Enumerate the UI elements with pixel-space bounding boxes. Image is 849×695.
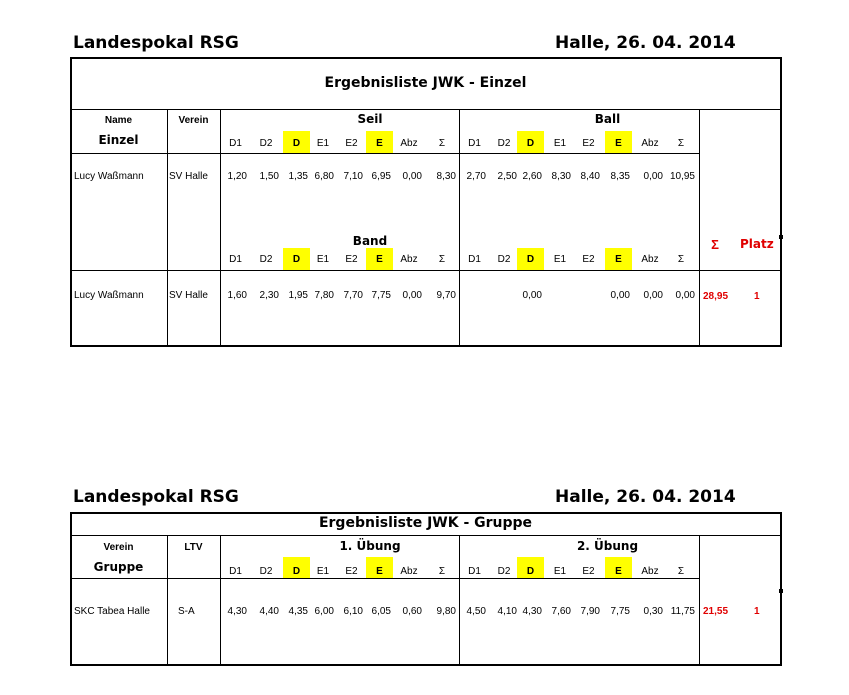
seil-header-3: E1	[316, 138, 330, 149]
exercise-1: 1. Übung	[339, 539, 401, 553]
ex2-value-6: 0,30	[643, 606, 663, 617]
ex2-header-5: E	[615, 566, 622, 577]
ball-value-2: 2,60	[522, 171, 542, 182]
seil-value-4: 7,10	[343, 171, 363, 182]
ball-header-6: Abz	[641, 138, 659, 149]
seil-value-3: 6,80	[314, 171, 334, 182]
band-header-4: E2	[345, 254, 358, 265]
ex2-header-6: Abz	[641, 566, 659, 577]
einzel-table	[70, 57, 782, 347]
ball-header-0: D1	[468, 138, 481, 149]
ex1-header-0: D1	[229, 566, 242, 577]
seil-header-0: D1	[229, 138, 242, 149]
event-title-einzel: Landespokal RSG	[73, 33, 239, 53]
band-value-3: 7,80	[314, 290, 334, 301]
ex1-value-5: 6,05	[371, 606, 391, 617]
ex1-value-1: 4,40	[259, 606, 279, 617]
seil-header-1: D2	[259, 138, 273, 149]
seil-header-5: E	[376, 138, 383, 149]
rank: 1	[754, 606, 760, 617]
ball-header-4: E2	[582, 138, 595, 149]
place-date-einzel: Halle, 26. 04. 2014	[555, 33, 736, 53]
fourth-header-1: D2	[497, 254, 511, 265]
col-einzel: Einzel	[98, 133, 139, 147]
exercise-2: 2. Übung	[576, 539, 639, 553]
ex1-header-4: E2	[345, 566, 358, 577]
fourth-header-0: D1	[468, 254, 481, 265]
ball-value-6: 0,00	[643, 171, 663, 182]
ex2-header-2: D	[526, 566, 535, 577]
col-gruppe: Gruppe	[93, 560, 144, 574]
fourth-header-2: D	[526, 254, 535, 265]
col-verein: Verein	[178, 115, 209, 126]
fourth-header-6: Abz	[641, 254, 659, 265]
ex1-value-6: 0,60	[402, 606, 422, 617]
group-ltv: S-A	[178, 606, 195, 617]
ex2-value-5: 7,75	[610, 606, 630, 617]
rank: 1	[754, 291, 760, 302]
fourth-value-5: 0,00	[610, 290, 630, 301]
ex1-header-3: E1	[316, 566, 330, 577]
band-header-0: D1	[229, 254, 242, 265]
band-header-7: Σ	[438, 254, 446, 265]
ex2-value-0: 4,50	[466, 606, 486, 617]
ball-value-5: 8,35	[610, 171, 630, 182]
total-sum-header: Σ	[711, 237, 719, 252]
apparatus-band: Band	[352, 234, 388, 248]
ex1-header-2: D	[292, 566, 301, 577]
band-value-1: 2,30	[259, 290, 279, 301]
ball-value-3: 8,30	[551, 171, 571, 182]
seil-header-4: E2	[345, 138, 358, 149]
ball-value-7: 10,95	[669, 171, 695, 182]
seil-value-6: 0,00	[402, 171, 422, 182]
band-header-3: E1	[316, 254, 330, 265]
seil-value-1: 1,50	[259, 171, 279, 182]
athlete-name: Lucy Waßmann	[74, 171, 144, 182]
ex2-header-7: Σ	[677, 566, 685, 577]
einzel-table-title: Ergebnisliste JWK - Einzel	[324, 75, 527, 91]
athlete-name: Lucy Waßmann	[74, 290, 144, 301]
band-value-4: 7,70	[343, 290, 363, 301]
total-score: 21,55	[703, 606, 729, 617]
seil-value-0: 1,20	[227, 171, 247, 182]
ex2-value-4: 7,90	[580, 606, 600, 617]
seil-header-2: D	[292, 138, 301, 149]
ex2-value-3: 7,60	[551, 606, 571, 617]
seil-header-6: Abz	[400, 138, 418, 149]
fourth-value-6: 0,00	[643, 290, 663, 301]
fourth-value-7: 0,00	[675, 290, 695, 301]
ball-header-1: D2	[497, 138, 511, 149]
band-value-6: 0,00	[402, 290, 422, 301]
ex2-value-1: 4,10	[497, 606, 517, 617]
band-header-6: Abz	[400, 254, 418, 265]
event-title-gruppe: Landespokal RSG	[73, 487, 239, 507]
fourth-value-2: 0,00	[522, 290, 542, 301]
ball-value-4: 8,40	[580, 171, 600, 182]
band-header-1: D2	[259, 254, 273, 265]
ball-header-3: E1	[553, 138, 567, 149]
ball-header-5: E	[615, 138, 622, 149]
col-verein: Verein	[103, 542, 134, 553]
band-header-5: E	[376, 254, 383, 265]
ex2-header-4: E2	[582, 566, 595, 577]
ex1-header-6: Abz	[400, 566, 418, 577]
ball-header-7: Σ	[677, 138, 685, 149]
seil-header-7: Σ	[438, 138, 446, 149]
ball-value-0: 2,70	[466, 171, 486, 182]
band-value-2: 1,95	[288, 290, 308, 301]
band-value-7: 9,70	[436, 290, 456, 301]
ball-header-2: D	[526, 138, 535, 149]
col-ltv: LTV	[184, 542, 203, 553]
ex1-value-7: 9,80	[436, 606, 456, 617]
band-header-2: D	[292, 254, 301, 265]
ex1-value-4: 6,10	[343, 606, 363, 617]
seil-value-5: 6,95	[371, 171, 391, 182]
ex1-value-0: 4,30	[227, 606, 247, 617]
ex1-value-2: 4,35	[288, 606, 308, 617]
seil-value-2: 1,35	[288, 171, 308, 182]
group-club: SKC Tabea Halle	[74, 606, 150, 617]
ex1-value-3: 6,00	[314, 606, 334, 617]
ex2-value-2: 4,30	[522, 606, 542, 617]
ex2-header-3: E1	[553, 566, 567, 577]
apparatus-ball: Ball	[594, 112, 621, 126]
ex1-header-7: Σ	[438, 566, 446, 577]
place-date-gruppe: Halle, 26. 04. 2014	[555, 487, 736, 507]
apparatus-seil: Seil	[357, 112, 383, 126]
band-value-5: 7,75	[371, 290, 391, 301]
band-value-0: 1,60	[227, 290, 247, 301]
gruppe-table-title: Ergebnisliste JWK - Gruppe	[318, 515, 533, 531]
fourth-header-4: E2	[582, 254, 595, 265]
fourth-header-5: E	[615, 254, 622, 265]
fourth-header-3: E1	[553, 254, 567, 265]
ball-value-1: 2,50	[497, 171, 517, 182]
fourth-header-7: Σ	[677, 254, 685, 265]
ex2-header-1: D2	[497, 566, 511, 577]
ex1-header-1: D2	[259, 566, 273, 577]
athlete-club: SV Halle	[169, 171, 208, 182]
ex2-value-7: 11,75	[670, 606, 695, 617]
col-name: Name	[104, 115, 133, 126]
ex2-header-0: D1	[468, 566, 481, 577]
athlete-club: SV Halle	[169, 290, 208, 301]
platz-header: Platz	[740, 237, 774, 251]
total-score: 28,95	[703, 291, 729, 302]
ex1-header-5: E	[376, 566, 383, 577]
seil-value-7: 8,30	[436, 171, 456, 182]
